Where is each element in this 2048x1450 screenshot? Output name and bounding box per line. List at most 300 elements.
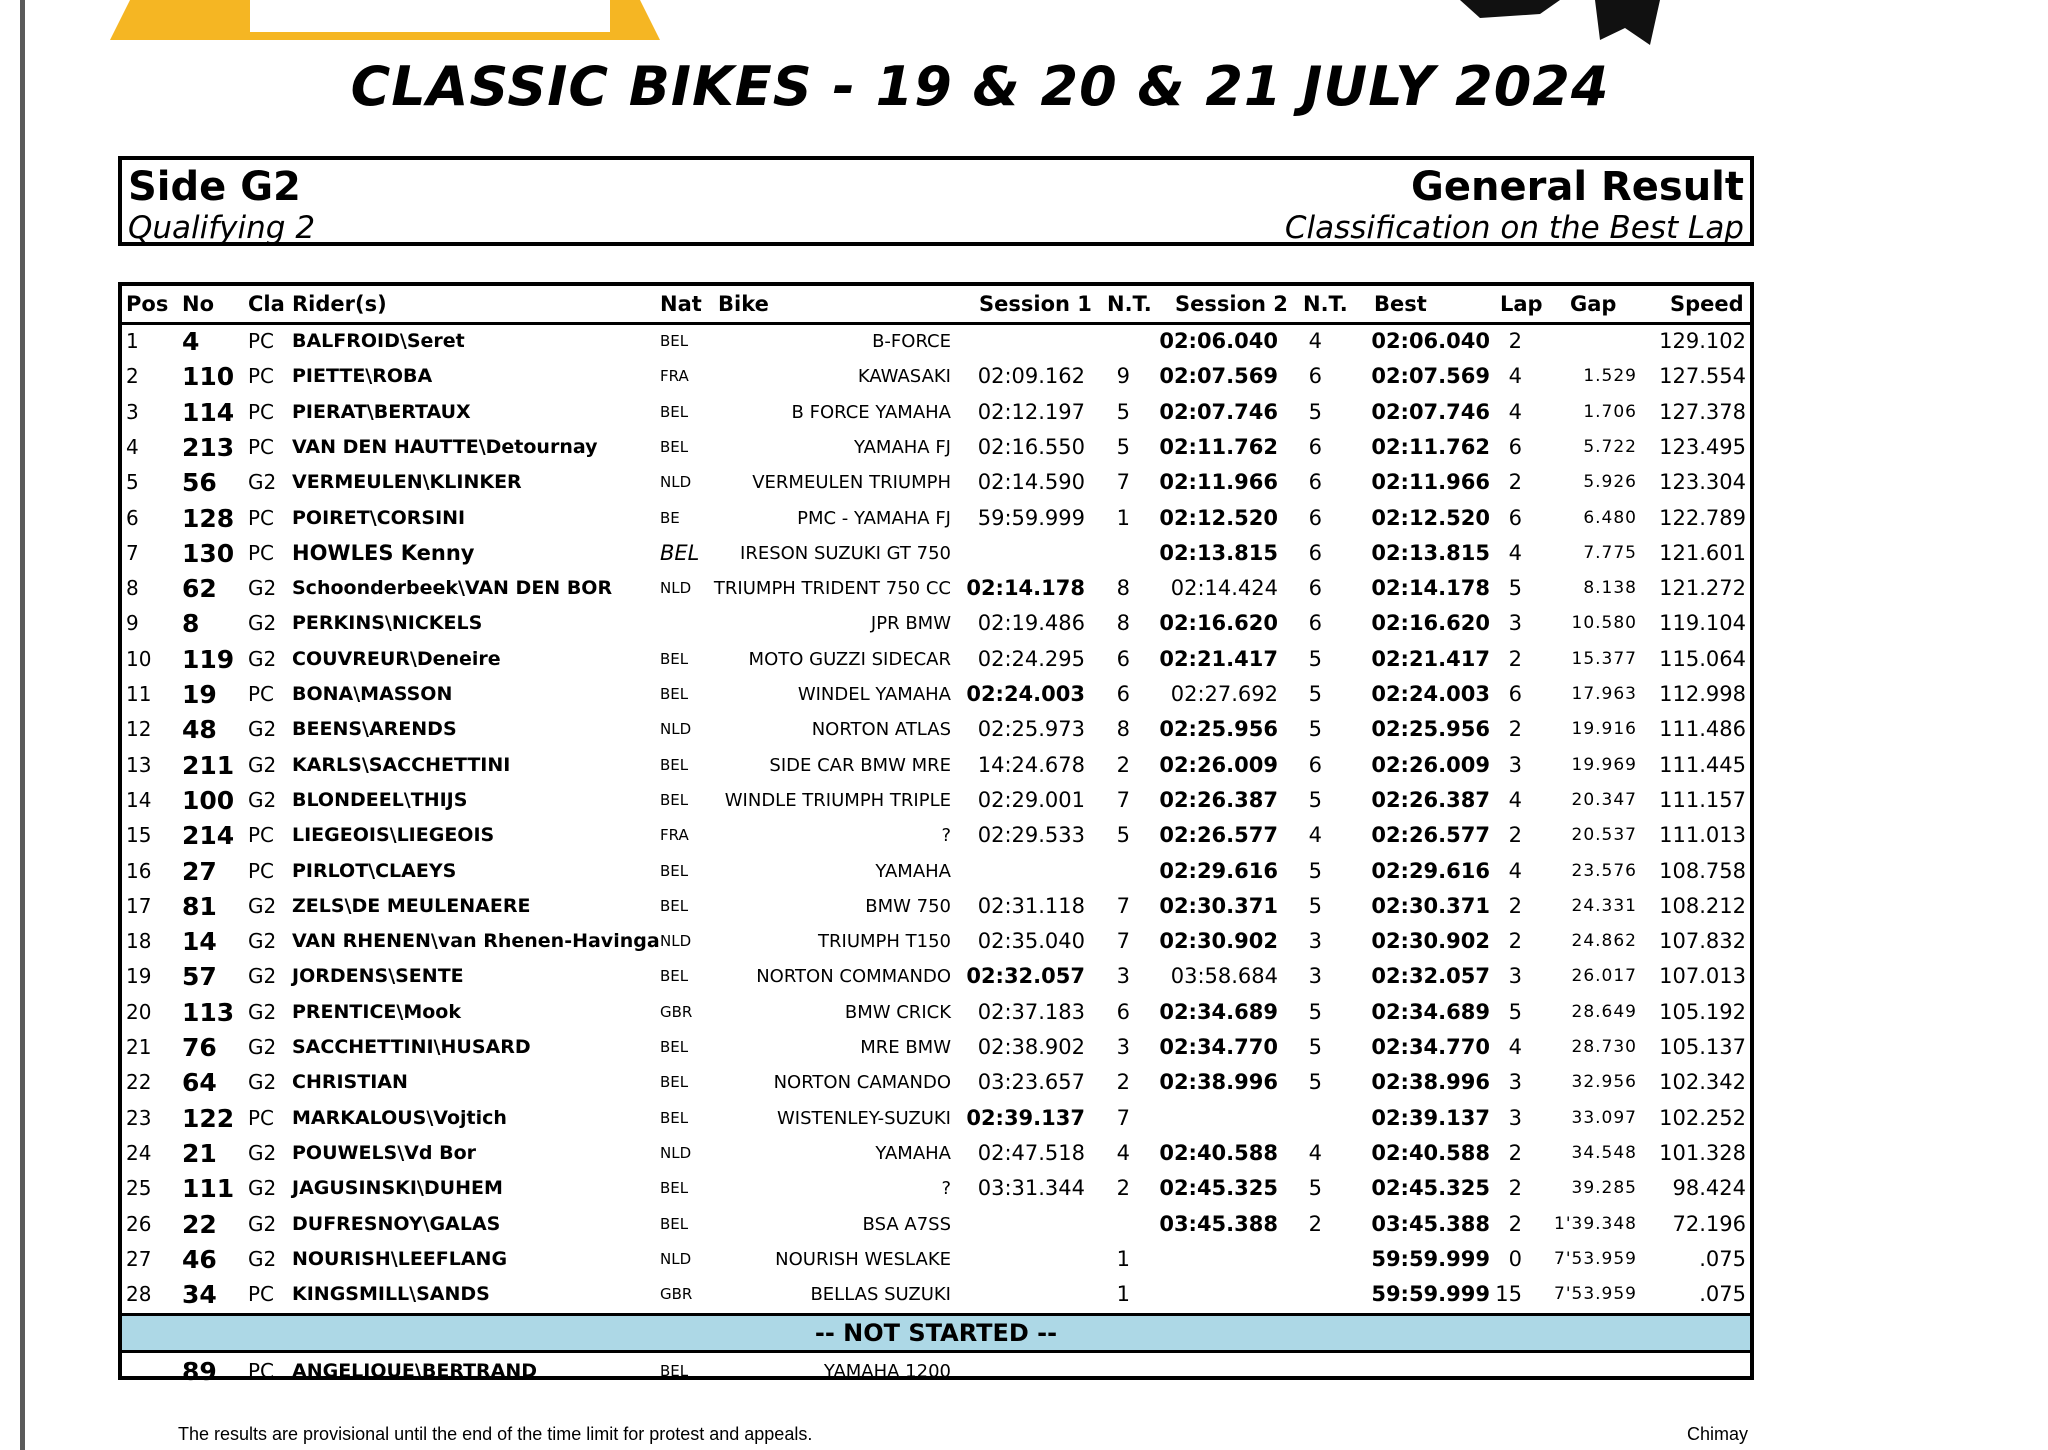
row-speed: 107.832 bbox=[1659, 929, 1746, 954]
table-row bbox=[122, 359, 1750, 394]
row-session2: 02:34.770 bbox=[1159, 1035, 1278, 1059]
row-pos: 3 bbox=[126, 399, 139, 424]
row-class: G2 bbox=[248, 752, 277, 777]
row-lap: 6 bbox=[1508, 505, 1522, 530]
row-bike: PMC - YAMAHA FJ bbox=[797, 507, 951, 529]
row-number: 64 bbox=[182, 1068, 217, 1098]
row-rider: JAGUSINSKI\DUHEM bbox=[292, 1177, 503, 1200]
table-row bbox=[122, 712, 1750, 747]
row-best: 02:06.040 bbox=[1371, 329, 1490, 353]
row-nationality: FRA bbox=[660, 367, 689, 386]
row-bike: BMW 750 bbox=[865, 895, 951, 917]
table-row bbox=[122, 1354, 1750, 1389]
row-class: G2 bbox=[248, 964, 277, 989]
row-session2: 02:34.689 bbox=[1159, 999, 1278, 1024]
row-gap: 33.097 bbox=[1571, 1107, 1637, 1128]
row-number: 46 bbox=[182, 1244, 217, 1274]
row-rider: POIRET\CORSINI bbox=[292, 506, 466, 529]
event-location: Chimay bbox=[1686, 1424, 1748, 1444]
row-session1: 02:31.118 bbox=[977, 893, 1085, 918]
not-started-banner: -- NOT STARTED -- bbox=[122, 1313, 1750, 1353]
row-nationality: BEL bbox=[660, 332, 689, 350]
row-nationality: NLD bbox=[660, 1249, 692, 1268]
row-class: PC bbox=[248, 505, 275, 530]
col-lap: Lap bbox=[1500, 292, 1543, 316]
row-rider: KINGSMILL\SANDS bbox=[292, 1283, 490, 1306]
row-gap: 28.730 bbox=[1571, 1037, 1637, 1057]
row-session2: 02:07.569 bbox=[1159, 364, 1278, 389]
row-speed: 123.495 bbox=[1659, 434, 1746, 459]
row-lap: 3 bbox=[1508, 1070, 1522, 1095]
row-nt1: 3 bbox=[1116, 1035, 1130, 1059]
row-nationality: BEL bbox=[660, 540, 700, 565]
row-bike: NOURISH WESLAKE bbox=[775, 1248, 951, 1270]
row-number: 48 bbox=[182, 715, 217, 745]
row-bike: BSA A7SS bbox=[862, 1213, 951, 1235]
row-nt1: 6 bbox=[1116, 682, 1130, 706]
row-number: 76 bbox=[182, 1033, 217, 1062]
row-lap: 2 bbox=[1508, 646, 1522, 671]
row-bike: SIDE CAR BMW MRE bbox=[769, 754, 951, 776]
row-session1: 02:32.057 bbox=[966, 964, 1085, 989]
row-class: G2 bbox=[248, 576, 277, 601]
row-nationality: GBR bbox=[660, 1002, 693, 1021]
row-number: 56 bbox=[182, 468, 217, 498]
row-bike: B-FORCE bbox=[872, 331, 951, 352]
row-best: 02:26.577 bbox=[1371, 823, 1490, 848]
row-nt2: 6 bbox=[1308, 611, 1322, 636]
row-pos: 12 bbox=[126, 717, 152, 742]
row-bike: NORTON CAMANDO bbox=[773, 1072, 951, 1094]
row-session1: 02:19.486 bbox=[977, 611, 1085, 636]
row-pos: 4 bbox=[126, 434, 139, 459]
row-best: 02:26.009 bbox=[1371, 752, 1490, 777]
row-gap: 19.969 bbox=[1571, 754, 1637, 775]
row-gap: 26.017 bbox=[1571, 966, 1637, 987]
row-class: G2 bbox=[248, 646, 277, 671]
row-speed: 102.252 bbox=[1659, 1105, 1746, 1130]
row-class: PC bbox=[248, 364, 275, 389]
row-lap: 3 bbox=[1508, 611, 1522, 636]
row-session1: 03:23.657 bbox=[977, 1070, 1085, 1095]
row-nationality: BEL bbox=[660, 1073, 689, 1092]
row-nt2: 5 bbox=[1308, 1176, 1322, 1201]
row-session1: 14:24.678 bbox=[977, 752, 1085, 777]
row-class: PC bbox=[248, 329, 275, 353]
row-pos: 5 bbox=[126, 470, 139, 495]
row-gap: 34.548 bbox=[1571, 1142, 1637, 1163]
row-number: 89 bbox=[182, 1357, 217, 1387]
row-nt2: 6 bbox=[1308, 364, 1322, 389]
row-session1: 03:31.344 bbox=[977, 1176, 1085, 1201]
row-pos: 24 bbox=[126, 1140, 152, 1165]
row-best: 02:32.057 bbox=[1371, 964, 1490, 989]
row-nationality: BEL bbox=[660, 1362, 689, 1381]
row-best: 59:59.999 bbox=[1371, 1282, 1490, 1307]
row-number: 130 bbox=[182, 538, 235, 568]
table-row bbox=[122, 430, 1750, 465]
table-header bbox=[122, 286, 1750, 325]
row-nationality: BEL bbox=[660, 861, 689, 880]
row-nt1: 1 bbox=[1116, 1282, 1130, 1307]
row-nt2: 5 bbox=[1308, 717, 1322, 742]
row-session2: 02:14.424 bbox=[1170, 576, 1278, 601]
row-nt2: 4 bbox=[1308, 329, 1322, 353]
row-best: 02:07.746 bbox=[1371, 399, 1490, 424]
table-row bbox=[122, 889, 1750, 924]
row-rider: PIERAT\BERTAUX bbox=[292, 400, 471, 423]
row-nt1: 7 bbox=[1116, 470, 1130, 495]
row-bike: WINDEL YAMAHA bbox=[797, 684, 951, 705]
page-left-rule bbox=[20, 0, 25, 1450]
row-gap: 1.706 bbox=[1583, 401, 1637, 422]
col-gap: Gap bbox=[1570, 292, 1617, 316]
table-row bbox=[122, 536, 1750, 571]
row-class: PC bbox=[248, 858, 275, 883]
table-row bbox=[122, 501, 1750, 536]
row-nt1: 6 bbox=[1116, 646, 1130, 671]
row-bike: MOTO GUZZI SIDECAR bbox=[748, 648, 951, 670]
row-best: 02:11.762 bbox=[1371, 434, 1490, 459]
row-session2: 02:45.325 bbox=[1159, 1176, 1278, 1201]
row-speed: 98.424 bbox=[1672, 1176, 1746, 1201]
row-class: G2 bbox=[248, 470, 277, 495]
row-pos: 10 bbox=[126, 646, 152, 671]
row-bike: WISTENLEY-SUZUKI bbox=[776, 1107, 951, 1129]
row-speed: 111.013 bbox=[1659, 823, 1746, 848]
row-session1: 02:09.162 bbox=[977, 364, 1085, 389]
row-best: 02:11.966 bbox=[1371, 470, 1490, 495]
table-row bbox=[122, 1242, 1750, 1277]
row-session2: 02:13.815 bbox=[1159, 540, 1278, 565]
class-name: Side G2 bbox=[128, 164, 301, 210]
row-speed: 127.554 bbox=[1659, 364, 1746, 389]
row-speed: 111.157 bbox=[1659, 787, 1746, 812]
row-class: PC bbox=[248, 399, 275, 424]
row-nationality: BEL bbox=[660, 790, 689, 809]
row-best: 02:14.178 bbox=[1371, 576, 1490, 601]
row-gap: 28.649 bbox=[1571, 1001, 1637, 1022]
row-nt1: 8 bbox=[1116, 611, 1130, 636]
row-nt1: 2 bbox=[1116, 752, 1130, 777]
row-bike: YAMAHA FJ bbox=[854, 436, 951, 458]
row-bike: YAMAHA bbox=[875, 1142, 951, 1164]
row-pos: 7 bbox=[126, 540, 139, 565]
row-nationality: BE bbox=[660, 508, 680, 527]
row-session2: 03:58.684 bbox=[1170, 964, 1278, 989]
row-pos: 19 bbox=[126, 964, 152, 989]
table-row bbox=[122, 606, 1750, 641]
row-number: 34 bbox=[182, 1280, 217, 1310]
table-row bbox=[122, 924, 1750, 959]
row-nationality: NLD bbox=[660, 579, 692, 598]
row-session1: 02:35.040 bbox=[977, 929, 1085, 954]
row-gap: 7'53.959 bbox=[1554, 1248, 1637, 1269]
row-nationality: BEL bbox=[660, 896, 689, 915]
row-number: 213 bbox=[182, 432, 235, 462]
row-lap: 0 bbox=[1508, 1246, 1522, 1271]
row-nt2: 5 bbox=[1308, 1035, 1322, 1059]
col-no: No bbox=[182, 292, 215, 316]
row-bike: BELLAS SUZUKI bbox=[810, 1284, 951, 1306]
row-best: 02:29.616 bbox=[1371, 858, 1490, 883]
row-nationality: NLD bbox=[660, 473, 692, 492]
row-class: PC bbox=[248, 682, 275, 706]
row-rider: MARKALOUS\Vojtich bbox=[292, 1106, 507, 1129]
row-number: 119 bbox=[182, 644, 235, 674]
row-pos: 20 bbox=[126, 999, 152, 1024]
row-session2: 02:12.520 bbox=[1159, 505, 1278, 530]
row-number: 113 bbox=[182, 997, 235, 1027]
row-lap: 6 bbox=[1508, 434, 1522, 459]
result-type: General Result bbox=[1411, 164, 1744, 210]
row-pos: 13 bbox=[126, 752, 152, 777]
row-session1: 02:14.590 bbox=[977, 470, 1085, 495]
table-row bbox=[122, 995, 1750, 1030]
row-nt1: 6 bbox=[1116, 999, 1130, 1024]
row-nt2: 6 bbox=[1308, 540, 1322, 565]
row-nationality: GBR bbox=[660, 1285, 693, 1304]
row-speed: 105.137 bbox=[1659, 1035, 1746, 1059]
row-nt1: 1 bbox=[1116, 1246, 1130, 1271]
classification-type: Classification on the Best Lap bbox=[1284, 210, 1744, 246]
row-class: PC bbox=[248, 1105, 275, 1130]
row-best: 02:30.371 bbox=[1371, 893, 1490, 918]
row-best: 02:30.902 bbox=[1371, 929, 1490, 954]
row-nationality: NLD bbox=[660, 720, 692, 739]
row-session2: 02:30.371 bbox=[1159, 893, 1278, 918]
row-class: G2 bbox=[248, 1211, 277, 1236]
row-speed: 105.192 bbox=[1659, 999, 1746, 1024]
row-number: 110 bbox=[182, 362, 235, 392]
row-nt1: 7 bbox=[1116, 929, 1130, 954]
row-session1: 59:59.999 bbox=[977, 505, 1085, 530]
row-lap: 5 bbox=[1508, 576, 1522, 601]
row-lap: 4 bbox=[1508, 787, 1522, 812]
row-bike: ? bbox=[941, 1178, 951, 1200]
row-session2: 02:26.387 bbox=[1159, 787, 1278, 812]
row-speed: 121.601 bbox=[1659, 540, 1746, 565]
row-nt2: 4 bbox=[1308, 823, 1322, 848]
row-bike: B FORCE YAMAHA bbox=[791, 401, 951, 423]
row-class: G2 bbox=[248, 787, 277, 812]
table-row bbox=[122, 1101, 1750, 1136]
row-session2: 02:11.762 bbox=[1159, 434, 1278, 459]
row-nt2: 3 bbox=[1308, 929, 1322, 954]
row-pos: 27 bbox=[126, 1246, 152, 1271]
row-bike: YAMAHA bbox=[875, 860, 951, 882]
row-bike: KAWASAKI bbox=[857, 366, 951, 388]
row-lap: 2 bbox=[1508, 470, 1522, 495]
col-best: Best bbox=[1374, 292, 1427, 316]
row-bike: NORTON ATLAS bbox=[811, 719, 951, 741]
row-speed: 115.064 bbox=[1659, 646, 1746, 671]
row-nt1: 5 bbox=[1116, 434, 1130, 459]
row-gap: 20.537 bbox=[1571, 825, 1637, 846]
row-class: PC bbox=[248, 540, 275, 565]
row-lap: 2 bbox=[1508, 329, 1522, 353]
row-session2: 02:16.620 bbox=[1159, 611, 1278, 636]
row-best: 02:26.387 bbox=[1371, 787, 1490, 812]
row-rider: VAN RHENEN\van Rhenen-Havinga bbox=[292, 930, 660, 953]
row-nt1: 7 bbox=[1116, 893, 1130, 918]
row-nt1: 7 bbox=[1116, 787, 1130, 812]
row-class: G2 bbox=[248, 1070, 277, 1095]
row-pos: 14 bbox=[126, 787, 152, 812]
row-best: 02:21.417 bbox=[1371, 646, 1490, 671]
row-rider: ANGELIQUE\BERTRAND bbox=[292, 1360, 538, 1383]
row-class: PC bbox=[248, 1359, 275, 1384]
row-session2: 02:07.746 bbox=[1159, 399, 1278, 424]
row-number: 8 bbox=[182, 609, 200, 639]
row-nt2: 6 bbox=[1308, 576, 1322, 601]
row-gap: 24.862 bbox=[1571, 931, 1637, 952]
row-nt1: 8 bbox=[1116, 576, 1130, 601]
row-speed: 129.102 bbox=[1659, 329, 1746, 353]
row-number: 19 bbox=[182, 680, 217, 709]
row-number: 111 bbox=[182, 1174, 235, 1204]
row-nt1: 9 bbox=[1116, 364, 1130, 389]
row-pos: 17 bbox=[126, 893, 152, 918]
row-nationality: BEL bbox=[660, 1179, 689, 1198]
row-nt1: 2 bbox=[1116, 1176, 1130, 1201]
row-session1: 02:25.973 bbox=[977, 717, 1085, 742]
row-bike: YAMAHA 1200 bbox=[823, 1361, 951, 1383]
row-rider: HOWLES Kenny bbox=[292, 540, 475, 565]
row-class: PC bbox=[248, 1282, 275, 1307]
row-speed: .075 bbox=[1699, 1282, 1746, 1307]
row-class: G2 bbox=[248, 929, 277, 954]
col-rider: Rider(s) bbox=[292, 292, 387, 316]
row-nt2: 5 bbox=[1308, 399, 1322, 424]
row-class: G2 bbox=[248, 611, 277, 636]
row-rider: VAN DEN HAUTTE\Detournay bbox=[292, 435, 598, 458]
row-speed: 102.342 bbox=[1659, 1070, 1746, 1095]
row-bike: ? bbox=[941, 825, 951, 847]
row-speed: 121.272 bbox=[1659, 576, 1746, 601]
row-class: G2 bbox=[248, 999, 277, 1024]
row-best: 59:59.999 bbox=[1371, 1246, 1490, 1271]
row-nt2: 6 bbox=[1308, 470, 1322, 495]
row-pos: 16 bbox=[126, 858, 152, 883]
row-rider: JORDENS\SENTE bbox=[292, 965, 464, 988]
results-table bbox=[118, 282, 1754, 1387]
table-row bbox=[122, 395, 1750, 430]
row-class: PC bbox=[248, 434, 275, 459]
row-speed: 111.486 bbox=[1659, 717, 1746, 742]
col-speed: Speed bbox=[1670, 292, 1744, 316]
row-nt2: 6 bbox=[1308, 752, 1322, 777]
row-rider: Schoonderbeek\VAN DEN BOR bbox=[292, 577, 613, 600]
row-gap: 5.722 bbox=[1583, 436, 1637, 457]
row-nt1: 8 bbox=[1116, 717, 1130, 742]
row-best: 02:38.996 bbox=[1371, 1070, 1490, 1095]
row-number: 57 bbox=[182, 962, 217, 992]
row-lap: 2 bbox=[1508, 717, 1522, 742]
row-speed: 119.104 bbox=[1659, 611, 1746, 636]
row-nationality: NLD bbox=[660, 932, 692, 951]
row-class: G2 bbox=[248, 1176, 277, 1201]
row-gap: 32.956 bbox=[1571, 1072, 1637, 1093]
table-row bbox=[122, 642, 1750, 677]
provisional-note: The results are provisional until the end of the time limit for protest and appeals. bbox=[178, 1424, 813, 1444]
row-session1: 02:24.003 bbox=[966, 682, 1085, 706]
row-lap: 4 bbox=[1508, 399, 1522, 424]
row-best: 02:24.003 bbox=[1371, 682, 1490, 706]
row-gap: 19.916 bbox=[1571, 719, 1637, 740]
row-session1: 02:14.178 bbox=[966, 576, 1085, 601]
row-rider: BEENS\ARENDS bbox=[292, 718, 457, 741]
row-nt1: 3 bbox=[1116, 964, 1130, 989]
table-row bbox=[122, 1065, 1750, 1100]
event-logo-fragment bbox=[110, 0, 670, 40]
row-lap: 2 bbox=[1508, 1211, 1522, 1236]
row-session2: 02:29.616 bbox=[1159, 858, 1278, 883]
row-lap: 2 bbox=[1508, 893, 1522, 918]
row-session2: 02:38.996 bbox=[1159, 1070, 1278, 1095]
row-gap: 7.775 bbox=[1583, 542, 1637, 563]
row-rider: COUVREUR\Deneire bbox=[292, 647, 501, 670]
table-row bbox=[122, 818, 1750, 853]
row-pos: 11 bbox=[126, 682, 152, 706]
row-class: G2 bbox=[248, 1246, 277, 1271]
row-best: 03:45.388 bbox=[1371, 1211, 1490, 1236]
row-gap: 1.529 bbox=[1583, 366, 1637, 387]
row-session1: 02:37.183 bbox=[977, 999, 1085, 1024]
table-row bbox=[122, 571, 1750, 606]
row-gap: 8.138 bbox=[1583, 578, 1637, 599]
row-lap: 2 bbox=[1508, 1140, 1522, 1165]
row-lap: 3 bbox=[1508, 1105, 1522, 1130]
row-nationality: BEL bbox=[660, 967, 689, 986]
row-lap: 6 bbox=[1508, 682, 1522, 706]
row-nationality: BEL bbox=[660, 1038, 689, 1056]
row-speed: 108.758 bbox=[1659, 858, 1746, 883]
row-nt2: 5 bbox=[1308, 858, 1322, 883]
row-rider: PRENTICE\Mook bbox=[292, 1000, 461, 1023]
row-speed: 107.013 bbox=[1659, 964, 1746, 989]
row-rider: PERKINS\NICKELS bbox=[292, 612, 483, 635]
row-bike: BMW CRICK bbox=[844, 1001, 951, 1023]
row-session2: 02:26.009 bbox=[1159, 752, 1278, 777]
row-bike: VERMEULEN TRIUMPH bbox=[752, 472, 951, 494]
table-row bbox=[122, 1277, 1750, 1312]
row-session1: 02:12.197 bbox=[977, 399, 1085, 424]
row-session1: 02:24.295 bbox=[977, 646, 1085, 671]
col-pos: Pos bbox=[126, 292, 169, 316]
row-pos: 25 bbox=[126, 1176, 152, 1201]
row-pos: 22 bbox=[126, 1070, 152, 1095]
row-lap: 3 bbox=[1508, 964, 1522, 989]
row-session2: 02:30.902 bbox=[1159, 929, 1278, 954]
row-best: 02:45.325 bbox=[1371, 1176, 1490, 1201]
row-best: 02:34.689 bbox=[1371, 999, 1490, 1024]
table-row bbox=[122, 1207, 1750, 1242]
row-nt2: 4 bbox=[1308, 1140, 1322, 1165]
row-class: G2 bbox=[248, 1140, 277, 1165]
row-gap: 5.926 bbox=[1583, 472, 1637, 493]
row-best: 02:07.569 bbox=[1371, 364, 1490, 389]
row-gap: 23.576 bbox=[1571, 860, 1637, 881]
row-nationality: BEL bbox=[660, 1108, 689, 1127]
row-nationality: BEL bbox=[660, 685, 689, 703]
row-pos: 26 bbox=[126, 1211, 152, 1236]
row-bike: IRESON SUZUKI GT 750 bbox=[740, 542, 951, 564]
row-lap: 5 bbox=[1508, 999, 1522, 1024]
row-gap: 20.347 bbox=[1571, 789, 1637, 810]
row-number: 22 bbox=[182, 1209, 217, 1239]
row-speed: 122.789 bbox=[1659, 505, 1746, 530]
